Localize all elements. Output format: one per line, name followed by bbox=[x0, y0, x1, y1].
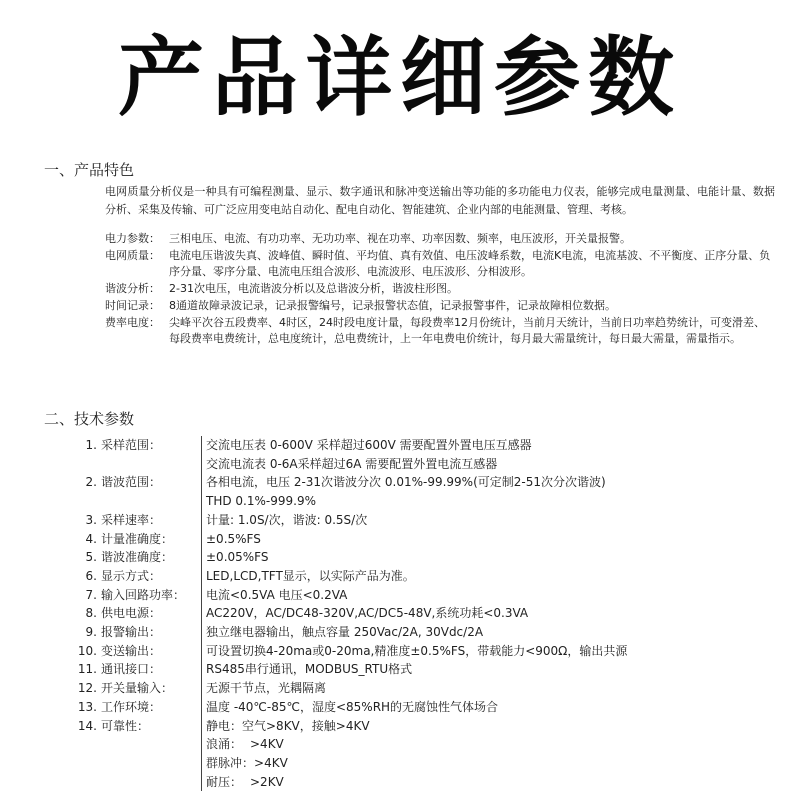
tech-param-row-reliability bbox=[77, 717, 777, 792]
param-value-line: THD 0.1%-999.9% bbox=[206, 494, 316, 509]
features-intro: 电网质量分析仪是一种具有可编程测量、显示、数字通讯和脉冲变送输出等功能的多功能电力仪表，能够完成电量测量、电能计量、数据分析、采集及传输、可广泛应用变电站自动化、配电自动化、智能建筑、企业内部的电能测量、管理、考核。 bbox=[105, 185, 775, 216]
feature-value: 三相电压、电流、有功功率、无功功率、视在功率、功率因数、频率，电压波形，开关量报警。 bbox=[169, 232, 631, 245]
param-number: 5. bbox=[85, 550, 97, 565]
param-value-line: 温度 -40℃-85℃，湿度<85%RH的无腐蚀性气体场合 bbox=[206, 699, 499, 714]
reliability-item-label: 耐压： bbox=[206, 774, 243, 789]
param-value bbox=[201, 623, 777, 642]
param-label: 供电电源： bbox=[101, 606, 162, 621]
param-number: 9. bbox=[85, 625, 97, 640]
param-value bbox=[201, 586, 777, 605]
param-label: 通讯接口： bbox=[101, 662, 162, 677]
param-number: 4. bbox=[85, 531, 97, 546]
param-label: 报警输出： bbox=[101, 625, 162, 640]
feature-value: 2-31次电压，电流谐波分析以及总谐波分析，谐波柱形图。 bbox=[169, 282, 458, 296]
param-number: 3. bbox=[85, 512, 97, 527]
param-value bbox=[201, 717, 777, 792]
tech-params bbox=[77, 436, 777, 791]
param-label: 显示方式： bbox=[101, 568, 162, 583]
param-value bbox=[201, 530, 777, 549]
param-value bbox=[201, 436, 777, 473]
param-label: 谐波准确度： bbox=[101, 550, 174, 565]
param-number: 2. bbox=[85, 475, 97, 490]
feature-label: 电力参数： bbox=[105, 232, 160, 245]
param-value bbox=[201, 604, 777, 623]
tech-param-row bbox=[77, 530, 777, 549]
tech-param-row bbox=[77, 511, 777, 530]
tech-param-row bbox=[77, 567, 777, 586]
tech-param-row bbox=[77, 679, 777, 698]
param-label: 谐波范围： bbox=[101, 475, 162, 490]
tech-param-row bbox=[77, 586, 777, 605]
param-label: 输入回路功率： bbox=[101, 587, 186, 602]
param-value-line: ±0.5%FS bbox=[206, 531, 261, 546]
tech-param-row bbox=[77, 642, 777, 661]
param-value-line: 静电：空气>8KV，接触>4KV bbox=[206, 718, 370, 733]
feature-value: 尖峰平次谷五段费率、4时区，24时段电度计量，每段费率12月份统计，当前月天统计，当前日功率趋势统计，可变滑差、每段费率电费统计，总电度统计，总电费统计，上一年电费电价统计，每月最大需量统计，每日最大需量，需量指示。 bbox=[169, 315, 765, 346]
feature-list bbox=[105, 231, 775, 348]
reliability-item-label: 浪涌： bbox=[206, 737, 243, 752]
section-heading-features: 一、产品特色 bbox=[44, 161, 135, 179]
tech-param-row bbox=[77, 698, 777, 717]
param-value bbox=[201, 567, 777, 586]
param-number: 12. bbox=[77, 681, 97, 696]
param-value-line: 各相电流，电压 2-31次谐波分次 0.01%-99.99%(可定制2-51次分次谐波) bbox=[206, 475, 606, 490]
param-value bbox=[201, 473, 777, 510]
param-number: 1. bbox=[85, 438, 97, 452]
param-number: 6. bbox=[85, 568, 97, 583]
param-value-line: 无源干节点，光耦隔离 bbox=[206, 681, 327, 696]
param-value bbox=[201, 548, 777, 567]
tech-param-row bbox=[77, 623, 777, 642]
page-title: 产品详细参数 bbox=[118, 28, 682, 128]
feature-row bbox=[105, 315, 775, 348]
feature-value: 8通道故障录波记录，记录报警编号，记录报警状态值，记录报警事件，记录故障相位数据。 bbox=[169, 298, 616, 312]
reliability-item-label: 群脉冲： bbox=[206, 755, 255, 770]
param-value-line: AC220V，AC/DC48-320V,AC/DC5-48V,系统功耗<0.3VA bbox=[206, 606, 529, 621]
param-value-line: 可设置切换4-20ma或0-20ma,精准度±0.5%FS，带载能力<900Ω，输出共源 bbox=[206, 643, 628, 658]
param-label: 工作环境： bbox=[101, 699, 162, 714]
feature-label: 谐波分析： bbox=[105, 282, 160, 296]
reliability-item bbox=[206, 754, 777, 773]
reliability-item bbox=[206, 773, 777, 792]
reliability-item-value: >4KV bbox=[250, 737, 284, 752]
param-value bbox=[201, 679, 777, 698]
section-heading-tech: 二、技术参数 bbox=[44, 410, 135, 428]
param-value-line: RS485串行通讯，MODBUS_RTU格式 bbox=[206, 662, 413, 677]
param-label: 可靠性： bbox=[101, 718, 150, 733]
feature-label: 电网质量： bbox=[105, 248, 160, 262]
tech-param-row bbox=[77, 548, 777, 567]
reliability-item bbox=[206, 735, 777, 754]
feature-label: 时间记录： bbox=[105, 298, 160, 312]
feature-row bbox=[105, 281, 775, 298]
feature-row bbox=[105, 298, 775, 315]
feature-label: 费率电度： bbox=[105, 315, 160, 329]
param-number: 7. bbox=[85, 587, 97, 602]
tech-param-row bbox=[77, 660, 777, 679]
tech-param-row bbox=[77, 473, 777, 510]
param-value-line: 独立继电器输出，触点容量 250Vac/2A, 30Vdc/2A bbox=[206, 625, 484, 640]
param-number: 10. bbox=[77, 643, 97, 658]
param-value bbox=[201, 511, 777, 530]
param-label: 开关量输入： bbox=[101, 681, 174, 696]
feature-row bbox=[105, 231, 775, 248]
param-value-line: 交流电压表 0-600V 采样超过600V 需要配置外置电压互感器 bbox=[206, 438, 532, 452]
param-number: 8. bbox=[85, 606, 97, 621]
param-value-line: 电流<0.5VA 电压<0.2VA bbox=[206, 587, 348, 602]
feature-row bbox=[105, 248, 775, 281]
param-label: 计量准确度： bbox=[101, 531, 174, 546]
param-label: 采样范围： bbox=[101, 438, 162, 452]
param-value bbox=[201, 642, 777, 661]
param-number: 11. bbox=[77, 662, 97, 677]
tech-param-row bbox=[77, 436, 777, 473]
param-number: 13. bbox=[77, 699, 97, 714]
param-value bbox=[201, 660, 777, 679]
param-value-line: 计量: 1.0S/次，谐波: 0.5S/次 bbox=[206, 512, 368, 527]
reliability-item-value: >2KV bbox=[250, 774, 284, 789]
product-features bbox=[105, 183, 775, 348]
param-label: 采样速率： bbox=[101, 512, 162, 527]
param-label: 变送输出： bbox=[101, 643, 162, 658]
param-value-line: 交流电流表 0-6A采样超过6A 需要配置外置电流互感器 bbox=[206, 456, 498, 471]
param-number: 14. bbox=[77, 718, 97, 733]
param-value-line: LED,LCD,TFT显示，以实际产品为准。 bbox=[206, 568, 415, 583]
param-value-line: ±0.05%FS bbox=[206, 550, 269, 565]
param-value bbox=[201, 698, 777, 717]
reliability-item-value: >4KV bbox=[254, 755, 288, 770]
feature-value: 电流电压谐波失真、波峰值、瞬时值、平均值、真有效值、电压波峰系数，电流K电流，电流基波、不平衡度、正序分量、负序分量、零序分量、电流电压组合波形、电流波形、电压波形、分相波形。 bbox=[169, 248, 771, 279]
tech-param-row bbox=[77, 604, 777, 623]
